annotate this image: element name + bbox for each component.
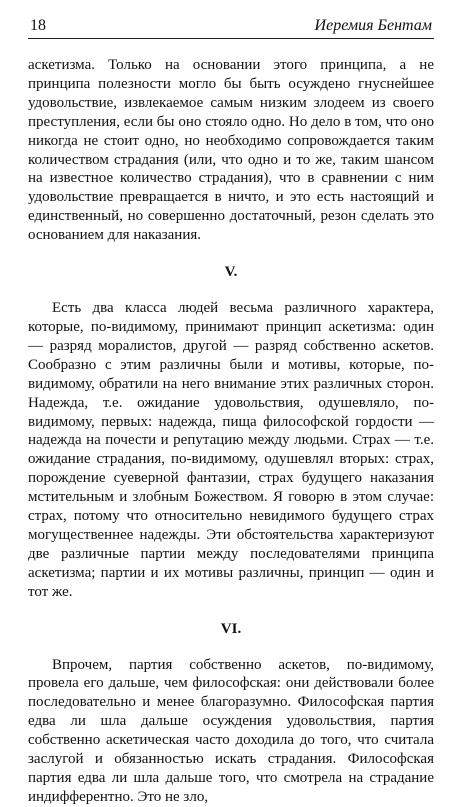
running-title: Иеремия Бентам [314,17,432,34]
page-number: 18 [30,17,46,34]
paragraph-section-v: Есть два класса людей весьма различного характера, которые, по-видимому, принимают принцип аскетизма: один — разряд моралистов, другой — разряд собственно аскетов. Сообразно с этим различны были и мотивы, которые, по-видимому, обратили на него внимание этих различных сторон. Надежда, т.е. ожидание удовольствия, одушевляло, по-видимому, первых: надежда, пища философской гордости — надежда на почести и репутацию между людьми. Страх — т.е. ожидание страдания, по-видимому, одушевлял вторых: страх, порождение суеверной фантазии, страх будущего наказания мстительным и злобным Божеством. Я говорю в этом случае: страх, потому что относительно невидимого будущего страх могущественнее надежды. Эти обстоятельства характеризуют две различные партии между последователями принципа аскетизма; партии и их мотивы различны, принцип — один и тот же. [28,300,434,600]
paragraph-section-vi: Впрочем, партия собственно аскетов, по-видимому, провела его дальше, чем философская: они действовали более последовательно и менее благоразумно. Философская партия едва ли шла дальше осуждения удовольствия, партия собственно аскетическая часто доходила до того, что считала заслугой и обязанностью искать страдания. Философская партия едва ли шла дальше того, что смотрела на страдание индифферентно. Это не зло, [28,656,434,805]
paragraph-continued: аскетизма. Только на основании этого принципа, а не принципа полезности могло бы быть осуждено гнуснейшее удовольствие, извлекаемое самым низким злодеем из своего преступления, если бы оно стояло одно. Но дело в том, что оно никогда не стоит одно, но необходимо сопровождается таким количеством страдания (или, что одно и то же, таким шансом на известное количество страдания), что в сравнении с ним удовольствие превращается в ничто, и это есть настоящий и единственный, но совершенно достаточный, резон сделать это основанием для наказания. [28,57,434,244]
section-heading-v: V. [224,264,238,281]
section-heading-vi: VI. [220,620,242,637]
page-header [28,16,434,39]
page-body [28,56,434,807]
